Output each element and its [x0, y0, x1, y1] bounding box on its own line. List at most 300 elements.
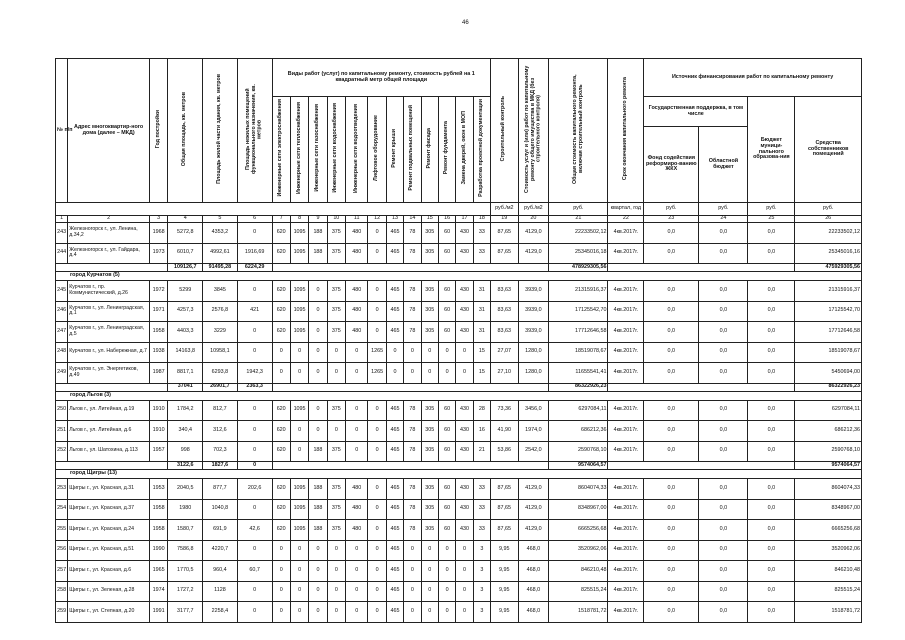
table-cell: 1958: [149, 520, 167, 541]
table-cell: 0: [386, 342, 403, 363]
unit-24: руб.: [699, 203, 748, 216]
table-cell: 60: [438, 301, 455, 322]
table-cell: 0,0: [748, 322, 795, 343]
hdr-nonliving-area: Площадь нежилых помещений функционального назначения, кв. метров: [244, 84, 263, 174]
table-cell: 480: [346, 520, 368, 541]
table-cell: 620: [272, 301, 290, 322]
table-cell: 0,0: [699, 322, 748, 343]
address-cell: Щигры г., ул. Красная, д.31: [68, 479, 150, 500]
column-number: 11: [346, 216, 368, 223]
table-cell: 305: [421, 400, 438, 421]
table-cell: 305: [421, 301, 438, 322]
table-cell: 83,63: [491, 322, 519, 343]
table-cell: 1910: [149, 421, 167, 442]
table-cell: 4220,7: [203, 540, 238, 561]
table-cell: 0: [237, 223, 272, 244]
table-cell: 0: [421, 540, 438, 561]
table-cell: 253: [56, 479, 68, 500]
table-cell: 430: [456, 421, 473, 442]
table-cell: 4257,3: [168, 301, 203, 322]
table-cell: 0: [237, 400, 272, 421]
table-cell: 430: [456, 281, 473, 302]
table-cell: 0: [272, 561, 290, 582]
table-cell: 4кв.2017г.: [608, 479, 644, 500]
table-cell: 480: [346, 322, 368, 343]
table-cell: 0: [368, 581, 386, 602]
table-cell: 430: [456, 400, 473, 421]
table-cell: 1265: [368, 342, 386, 363]
table-cell: 465: [386, 421, 403, 442]
table-cell: 27,07: [491, 342, 519, 363]
table-cell: 3: [473, 581, 490, 602]
table-cell: 4кв.2017г.: [608, 499, 644, 520]
town-group-row: [56, 391, 862, 400]
address-cell: Железногорск г., ул. Гайдара, д.4: [68, 243, 150, 264]
table-cell: 4129,0: [518, 499, 549, 520]
hdr-w10: Инженерные сети водоснабжения: [332, 103, 339, 193]
table-cell: 0: [421, 363, 438, 384]
table-cell: 60: [438, 441, 455, 462]
table-cell: 1972: [149, 281, 167, 302]
table-cell: 18519078,67: [549, 342, 608, 363]
table-cell: 11655541,41: [549, 363, 608, 384]
table-cell: 1965: [149, 561, 167, 582]
table-cell: 375: [327, 322, 345, 343]
table-cell: 0: [346, 602, 368, 623]
table-row: [56, 441, 862, 462]
hdr-municipal-budget: Бюджет муници-пального образова-ния: [748, 97, 795, 203]
table-cell: 620: [272, 421, 290, 442]
table-cell: 468,0: [518, 561, 549, 582]
table-cell: 6665256,68: [795, 520, 862, 541]
column-number: 16: [438, 216, 455, 223]
table-cell: 78: [404, 499, 421, 520]
page-number: 46: [462, 20, 469, 26]
table-cell: 60: [438, 322, 455, 343]
table-cell: 468,0: [518, 581, 549, 602]
table-cell: 60: [438, 281, 455, 302]
table-cell: 0,0: [644, 540, 699, 561]
unit-21: руб.: [549, 203, 608, 216]
table-cell: 0: [290, 441, 308, 462]
town-label: город Щигры (13): [56, 470, 862, 479]
table-cell: 78: [404, 479, 421, 500]
table-cell: 998: [168, 441, 203, 462]
hdr-state-support: Государственная поддержка, в том числе: [644, 97, 748, 127]
table-cell: 1784,2: [168, 400, 203, 421]
table-cell: 87,65: [491, 223, 519, 244]
column-number: 4: [168, 216, 203, 223]
table-cell: 465: [386, 441, 403, 462]
table-cell: 250: [56, 400, 68, 421]
table-cell: 691,9: [203, 520, 238, 541]
hdr-w13: Ремонт крыши: [391, 128, 398, 168]
table-cell: 5272,8: [168, 223, 203, 244]
table-row: [56, 322, 862, 343]
hdr-w9: Инженерные сети газоснабжения: [314, 104, 321, 192]
table-cell: 21315916,37: [795, 281, 862, 302]
hdr-living-area: Площадь жилой части здания, кв. метров: [216, 74, 223, 184]
table-cell: 53,86: [491, 441, 519, 462]
table-cell: 2576,8: [203, 301, 238, 322]
table-row: [56, 581, 862, 602]
table-cell: 0: [309, 400, 327, 421]
hdr-address: Адрес многоквартир-ного дома (далее – МКД): [68, 59, 150, 203]
table-cell: 246: [56, 301, 68, 322]
table-cell: 5299: [168, 281, 203, 302]
table-cell: 0: [272, 602, 290, 623]
table-cell: 0: [438, 602, 455, 623]
table-cell: 2542,0: [518, 441, 549, 462]
address-cell: Льгов г., ул. Литейная, д.6: [68, 421, 150, 442]
table-cell: 0,0: [748, 540, 795, 561]
table-cell: 0: [368, 421, 386, 442]
table-cell: 0: [421, 342, 438, 363]
table-cell: 2040,5: [168, 479, 203, 500]
table-cell: 0,0: [699, 400, 748, 421]
table-cell: 33: [473, 520, 490, 541]
table-cell: 0: [327, 421, 345, 442]
table-cell: 1095: [290, 223, 308, 244]
table-cell: 1958: [149, 499, 167, 520]
table-cell: 430: [456, 301, 473, 322]
table-cell: 17125542,70: [795, 301, 862, 322]
table-cell: 188: [309, 499, 327, 520]
table-cell: 8604074,33: [549, 479, 608, 500]
table-cell: 73,36: [491, 400, 519, 421]
table-cell: 0: [346, 441, 368, 462]
table-cell: 255: [56, 520, 68, 541]
table-cell: 8817,1: [168, 363, 203, 384]
table-cell: 620: [272, 223, 290, 244]
table-cell: 1957: [149, 441, 167, 462]
table-cell: 0: [237, 441, 272, 462]
table-cell: 0: [327, 581, 345, 602]
table-cell: 0,0: [699, 243, 748, 264]
table-cell: 846210,48: [795, 561, 862, 582]
table-cell: 0: [404, 540, 421, 561]
table-cell: 305: [421, 281, 438, 302]
table-cell: 465: [386, 400, 403, 421]
address-cell: Щигры г., ул. Красная, д.37: [68, 499, 150, 520]
table-cell: 60,7: [237, 561, 272, 582]
table-cell: 305: [421, 243, 438, 264]
table-cell: 4кв.2017г.: [608, 520, 644, 541]
table-cell: 0: [456, 363, 473, 384]
table-cell: 78: [404, 301, 421, 322]
table-cell: 1938: [149, 342, 167, 363]
table-cell: 2590768,10: [795, 441, 862, 462]
table-cell: 60: [438, 479, 455, 500]
table-row: [56, 243, 862, 264]
hdr-financing-group: Источник финансирования работ по капитальному ремонту: [644, 59, 862, 97]
town-group-row: [56, 470, 862, 479]
table-cell: 87,65: [491, 499, 519, 520]
table-cell: 3229: [203, 322, 238, 343]
table-row: [56, 301, 862, 322]
column-number: 7: [272, 216, 290, 223]
table-cell: 0,0: [748, 441, 795, 462]
unit-22: квартал, год: [608, 203, 644, 216]
table-cell: 78: [404, 441, 421, 462]
table-cell: 0: [421, 602, 438, 623]
table-cell: 60: [438, 499, 455, 520]
table-cell: 0: [368, 561, 386, 582]
table-cell: 0: [309, 581, 327, 602]
table-cell: 0: [346, 421, 368, 442]
table-cell: 9,95: [491, 540, 519, 561]
unit-19: руб./м2: [491, 203, 519, 216]
table-cell: 0: [309, 540, 327, 561]
table-cell: 1968: [149, 223, 167, 244]
hdr-year: Год постройки: [154, 109, 161, 149]
table-cell: 21315916,37: [549, 281, 608, 302]
column-number: 1: [56, 216, 68, 223]
table-cell: 0,0: [748, 342, 795, 363]
hdr-construction-control: Строительный контроль: [500, 96, 507, 162]
table-cell: 33: [473, 223, 490, 244]
table-cell: 1095: [290, 479, 308, 500]
table-cell: 1974,0: [518, 421, 549, 442]
table-row: [56, 602, 862, 623]
table-cell: 0: [327, 561, 345, 582]
table-cell: 825515,24: [549, 581, 608, 602]
table-cell: 0,0: [748, 223, 795, 244]
table-cell: 188: [309, 479, 327, 500]
table-cell: 8348967,00: [549, 499, 608, 520]
table-cell: 9,95: [491, 602, 519, 623]
table-cell: 0,0: [644, 223, 699, 244]
table-cell: 480: [346, 243, 368, 264]
hdr-w17: Замена дверей, окон в МОП: [460, 111, 467, 185]
table-cell: 78: [404, 421, 421, 442]
table-cell: 480: [346, 281, 368, 302]
column-number: 17: [456, 216, 473, 223]
table-row: [56, 540, 862, 561]
table-cell: 60: [438, 243, 455, 264]
table-cell: 4кв.2017г.: [608, 561, 644, 582]
table-cell: 465: [386, 243, 403, 264]
table-cell: 0: [290, 602, 308, 623]
table-cell: 4кв.2017г.: [608, 281, 644, 302]
table-cell: 305: [421, 223, 438, 244]
empty-cell: [272, 462, 549, 470]
table-cell: 249: [56, 363, 68, 384]
table-cell: 4129,0: [518, 223, 549, 244]
table-cell: 245: [56, 281, 68, 302]
table-cell: 1280,0: [518, 342, 549, 363]
column-numbers-row: [56, 216, 862, 223]
table-cell: 0,0: [699, 301, 748, 322]
empty-cell: [56, 462, 168, 470]
table-cell: 686212,36: [549, 421, 608, 442]
column-number: 19: [491, 216, 519, 223]
subtotal-row: [56, 462, 862, 470]
table-cell: 375: [327, 520, 345, 541]
table-cell: 0,0: [748, 479, 795, 500]
table-cell: 78: [404, 281, 421, 302]
table-cell: 0,0: [644, 342, 699, 363]
column-number: 22: [608, 216, 644, 223]
table-cell: 1953: [149, 479, 167, 500]
table-cell: 0: [237, 322, 272, 343]
table-cell: 0,0: [748, 243, 795, 264]
table-cell: 0: [368, 540, 386, 561]
table-cell: 0: [368, 322, 386, 343]
table-cell: 0,0: [699, 581, 748, 602]
table-cell: 340,4: [168, 421, 203, 442]
table-cell: 259: [56, 602, 68, 623]
table-cell: 14163,8: [168, 342, 203, 363]
table-cell: 188: [309, 520, 327, 541]
table-cell: 33: [473, 479, 490, 500]
column-number: 10: [327, 216, 345, 223]
table-cell: 33: [473, 499, 490, 520]
table-cell: 0: [309, 342, 327, 363]
empty-cell: [56, 264, 168, 272]
table-cell: 252: [56, 441, 68, 462]
table-cell: 0: [327, 342, 345, 363]
table-cell: 620: [272, 281, 290, 302]
table-cell: 375: [327, 223, 345, 244]
table-cell: 78: [404, 243, 421, 264]
table-cell: 0: [438, 342, 455, 363]
table-cell: 42,6: [237, 520, 272, 541]
table-cell: 620: [272, 479, 290, 500]
table-cell: 468,0: [518, 540, 549, 561]
table-cell: 825515,24: [795, 581, 862, 602]
empty-cell: [608, 383, 795, 391]
table-cell: 244: [56, 243, 68, 264]
table-cell: 0: [346, 540, 368, 561]
table-row: [56, 421, 862, 442]
table-cell: 1095: [290, 322, 308, 343]
table-cell: 430: [456, 223, 473, 244]
column-number: 20: [518, 216, 549, 223]
table-row: [56, 561, 862, 582]
table-cell: 3939,0: [518, 281, 549, 302]
table-cell: 1987: [149, 363, 167, 384]
table-cell: 305: [421, 520, 438, 541]
table-cell: 4кв.2017г.: [608, 421, 644, 442]
table-cell: 375: [327, 243, 345, 264]
table-cell: 0,0: [644, 479, 699, 500]
subtotal-row: [56, 264, 862, 272]
table-cell: 9,95: [491, 581, 519, 602]
table-cell: 87,65: [491, 479, 519, 500]
subtotal-s5: 475929305,56: [795, 264, 862, 272]
table-cell: 78: [404, 520, 421, 541]
table-cell: 31: [473, 301, 490, 322]
table-cell: 620: [272, 400, 290, 421]
table-cell: 31: [473, 281, 490, 302]
table-cell: 9,95: [491, 561, 519, 582]
table-cell: 0: [368, 602, 386, 623]
table-cell: 4кв.2017г.: [608, 301, 644, 322]
column-number: 24: [699, 216, 748, 223]
empty-cell: [608, 462, 795, 470]
table-cell: 0: [290, 421, 308, 442]
table-row: [56, 400, 862, 421]
hdr-w7: Инженерные сети электроснабжения: [277, 99, 284, 197]
table-cell: 480: [346, 479, 368, 500]
table-cell: 1980: [168, 499, 203, 520]
table-cell: 305: [421, 479, 438, 500]
table-cell: 0: [237, 540, 272, 561]
subtotal-s4: 86322926,23: [549, 383, 608, 391]
table-cell: 480: [346, 223, 368, 244]
table-cell: 0: [456, 602, 473, 623]
table-cell: 10958,1: [203, 342, 238, 363]
table-cell: 0: [237, 602, 272, 623]
table-cell: 17125542,70: [549, 301, 608, 322]
table-cell: 1990: [149, 540, 167, 561]
table-cell: 22233502,12: [549, 223, 608, 244]
table-cell: 1095: [290, 400, 308, 421]
table-cell: 465: [386, 223, 403, 244]
address-cell: Железногорск г., ул. Ленина, д.34,2: [68, 223, 150, 244]
table-cell: 0,0: [644, 499, 699, 520]
table-cell: 1280,0: [518, 363, 549, 384]
hdr-no: № п/п: [56, 59, 68, 203]
table-cell: 3939,0: [518, 301, 549, 322]
hdr-works-group: Виды работ (услуг) по капитальному ремонту, стоимость рублей на 1 квадратный метр общей площади: [272, 59, 491, 97]
column-number: 25: [748, 216, 795, 223]
table-cell: 305: [421, 421, 438, 442]
table-cell: 0,0: [699, 281, 748, 302]
table-cell: 0,0: [748, 602, 795, 623]
table-cell: 0,0: [748, 421, 795, 442]
table-cell: 0: [438, 540, 455, 561]
table-cell: 465: [386, 281, 403, 302]
table-cell: 60: [438, 520, 455, 541]
table-cell: 1518781,72: [549, 602, 608, 623]
table-cell: 1974: [149, 581, 167, 602]
unit-23: руб.: [644, 203, 699, 216]
table-cell: 5450694,00: [795, 363, 862, 384]
table-cell: 0: [368, 520, 386, 541]
table-cell: 0: [237, 281, 272, 302]
table-cell: 0: [327, 363, 345, 384]
table-cell: 1095: [290, 301, 308, 322]
table-cell: 247: [56, 322, 68, 343]
table-cell: 28: [473, 400, 490, 421]
table-cell: 465: [386, 499, 403, 520]
subtotal-s2: 91495,28: [203, 264, 238, 272]
address-cell: Льгов г., ул. Шатохина, д.113: [68, 441, 150, 462]
table-row: [56, 223, 862, 244]
table-cell: 7586,8: [168, 540, 203, 561]
table-cell: 1580,7: [168, 520, 203, 541]
table-cell: 0,0: [748, 301, 795, 322]
table-cell: 6297084,11: [549, 400, 608, 421]
table-cell: 620: [272, 243, 290, 264]
table-cell: 0: [368, 479, 386, 500]
table-cell: 430: [456, 322, 473, 343]
table-cell: 0,0: [644, 561, 699, 582]
hdr-owners-funds: Средства собственников помещений: [795, 97, 862, 203]
table-cell: 0,0: [699, 342, 748, 363]
table-row: [56, 281, 862, 302]
table-cell: 3: [473, 602, 490, 623]
table-cell: 480: [346, 301, 368, 322]
table-cell: 375: [327, 400, 345, 421]
table-cell: 0: [404, 363, 421, 384]
address-cell: Щигры г., ул. Красная, д.51: [68, 540, 150, 561]
table-cell: 4кв.2017г.: [608, 223, 644, 244]
table-cell: 4129,0: [518, 520, 549, 541]
table-cell: 31: [473, 322, 490, 343]
